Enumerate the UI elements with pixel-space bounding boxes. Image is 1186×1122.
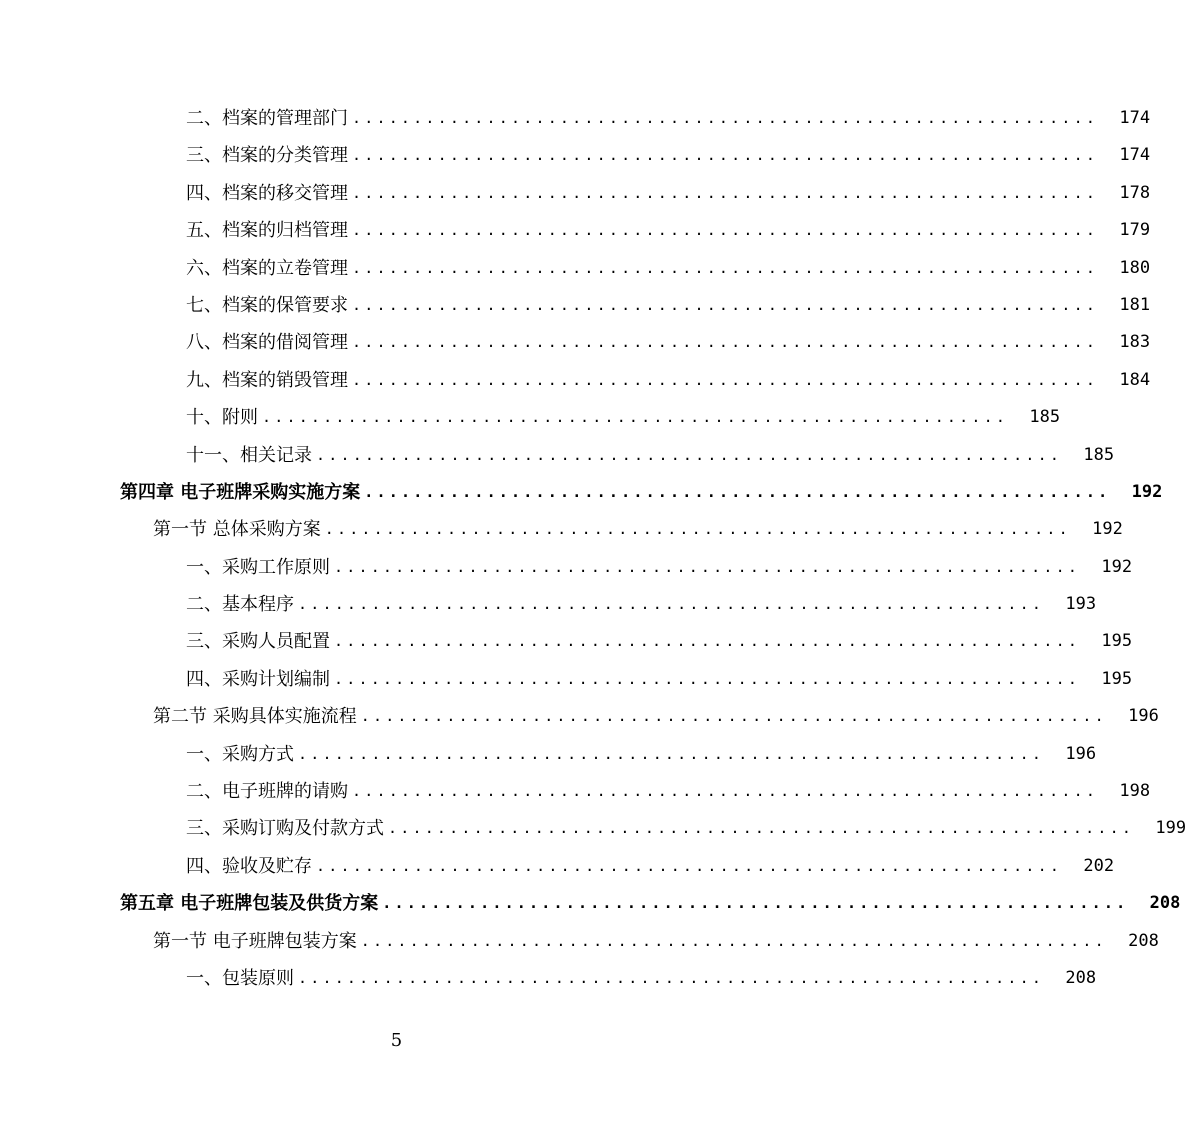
toc-entry-page: 208 (1128, 930, 1159, 951)
toc-entry[interactable] (0, 399, 1061, 436)
toc-entry-title: 二、档案的管理部门 (186, 108, 348, 129)
toc-dot-leader: ............................................................. (352, 109, 1099, 127)
toc-dot-leader: ............................................................. (298, 595, 1045, 614)
toc-dot-leader: ............................................................. (324, 520, 1071, 539)
toc-dot-leader: ............................................................. (360, 707, 1107, 726)
toc-entry-page: 179 (1119, 220, 1151, 241)
toc-entry-title: 第五章 电子班牌包装及供货方案 (120, 893, 379, 915)
toc-entry[interactable] (0, 100, 1151, 137)
toc-entry-page: 193 (1065, 594, 1097, 615)
toc-entry[interactable] (0, 810, 1186, 847)
toc-dot-leader: ............................................................. (352, 295, 1099, 314)
toc-entry-page: 192 (1092, 519, 1123, 540)
toc-dot-leader: ............................................................. (352, 183, 1099, 202)
toc-entry-page: 174 (1119, 145, 1151, 166)
toc-entry[interactable] (0, 960, 1097, 997)
toc-entry-page: 208 (1065, 967, 1097, 988)
toc-chapter-entry[interactable] (0, 885, 1181, 922)
toc-entry-page: 184 (1119, 369, 1151, 390)
toc-dot-leader: ............................................................. (334, 669, 1081, 688)
toc-entry[interactable] (0, 212, 1151, 249)
toc-entry[interactable] (0, 736, 1097, 773)
toc-dot-leader: ............................................................. (352, 146, 1099, 165)
toc-entry[interactable] (0, 287, 1151, 324)
toc-entry-title: 一、采购方式 (186, 743, 294, 765)
toc-entry-page: 208 (1149, 893, 1181, 914)
toc-entry-page: 195 (1101, 668, 1133, 689)
toc-entry-title: 四、验收及贮存 (186, 855, 312, 877)
toc-entry[interactable] (0, 362, 1151, 399)
page-number: 5 (390, 1030, 403, 1051)
toc-dot-leader: ............................................................. (352, 782, 1099, 801)
toc-entry-title: 三、采购人员配置 (186, 631, 330, 653)
toc-dot-leader: ............................................................. (298, 744, 1045, 763)
toc-entry-title: 十一、相关记录 (186, 444, 312, 466)
toc-entry-title: 三、档案的分类管理 (186, 145, 348, 167)
toc-dot-leader: ............................................................. (360, 931, 1107, 950)
toc-entry[interactable] (0, 175, 1151, 212)
toc-entry-title: 七、档案的保管要求 (186, 294, 348, 316)
toc-dot-leader: ............................................................. (352, 258, 1099, 277)
toc-entry-title: 六、档案的立卷管理 (186, 257, 348, 279)
toc-entry-page: 174 (1119, 108, 1151, 128)
toc-section-entry[interactable] (0, 923, 1159, 960)
toc-entry[interactable] (0, 324, 1151, 361)
toc-dot-leader: ............................................................. (316, 445, 1063, 464)
table-of-contents (0, 100, 1186, 997)
toc-dot-leader: ............................................................. (352, 333, 1099, 352)
toc-entry-page: 185 (1029, 407, 1061, 428)
toc-entry-title: 一、采购工作原则 (186, 556, 330, 578)
toc-entry[interactable] (0, 586, 1097, 623)
toc-entry-page: 181 (1119, 294, 1151, 315)
toc-entry-page: 198 (1119, 781, 1151, 802)
toc-dot-leader: ............................................................. (262, 408, 1009, 427)
toc-entry-page: 202 (1083, 855, 1115, 876)
toc-entry[interactable] (0, 848, 1115, 885)
toc-entry-page: 178 (1119, 182, 1151, 203)
toc-entry-page: 196 (1065, 743, 1097, 764)
toc-entry[interactable] (0, 137, 1151, 174)
toc-entry-page: 180 (1119, 257, 1151, 278)
toc-entry[interactable] (0, 250, 1151, 287)
toc-entry[interactable] (0, 661, 1133, 698)
toc-entry-page: 192 (1101, 556, 1133, 577)
toc-entry-title: 八、档案的借阅管理 (186, 332, 348, 354)
toc-dot-leader: ............................................................. (382, 894, 1129, 913)
toc-entry-title: 二、电子班牌的请购 (186, 781, 348, 803)
toc-entry-title: 第一节 总体采购方案 (153, 519, 321, 541)
toc-dot-leader: ............................................................. (364, 482, 1111, 501)
toc-entry-title: 三、采购订购及付款方式 (186, 818, 384, 840)
toc-section-entry[interactable] (0, 511, 1123, 548)
toc-chapter-entry[interactable] (0, 474, 1163, 511)
toc-entry-title: 二、基本程序 (186, 594, 294, 616)
toc-entry[interactable] (0, 623, 1133, 660)
toc-dot-leader: ............................................................. (352, 370, 1099, 389)
toc-entry-title: 一、包装原则 (186, 967, 294, 989)
toc-entry-title: 第四章 电子班牌采购实施方案 (120, 481, 361, 503)
toc-entry[interactable] (0, 773, 1151, 810)
toc-entry-title: 十、附则 (186, 407, 258, 429)
toc-entry-page: 199 (1155, 818, 1186, 839)
toc-entry-page: 183 (1119, 332, 1151, 353)
toc-entry[interactable] (0, 549, 1133, 586)
toc-entry-page: 192 (1131, 481, 1163, 502)
toc-entry-title: 四、档案的移交管理 (186, 182, 348, 204)
toc-entry-title: 四、采购计划编制 (186, 668, 330, 690)
toc-dot-leader: ............................................................. (388, 819, 1135, 838)
toc-dot-leader: ............................................................. (334, 632, 1081, 651)
toc-dot-leader: ............................................................. (316, 856, 1063, 875)
toc-entry-title: 九、档案的销毁管理 (186, 369, 348, 391)
toc-section-entry[interactable] (0, 698, 1159, 735)
toc-dot-leader: ............................................................. (334, 557, 1081, 576)
toc-dot-leader: ............................................................. (298, 968, 1045, 987)
toc-dot-leader: ............................................................. (352, 221, 1099, 240)
toc-entry-title: 五、档案的归档管理 (186, 220, 348, 242)
toc-entry[interactable] (0, 437, 1115, 474)
toc-entry-title: 第二节 采购具体实施流程 (153, 706, 357, 728)
toc-entry-title: 第一节 电子班牌包装方案 (153, 930, 357, 952)
toc-entry-page: 185 (1083, 444, 1115, 465)
toc-entry-page: 195 (1101, 631, 1133, 652)
toc-entry-page: 196 (1128, 706, 1159, 727)
